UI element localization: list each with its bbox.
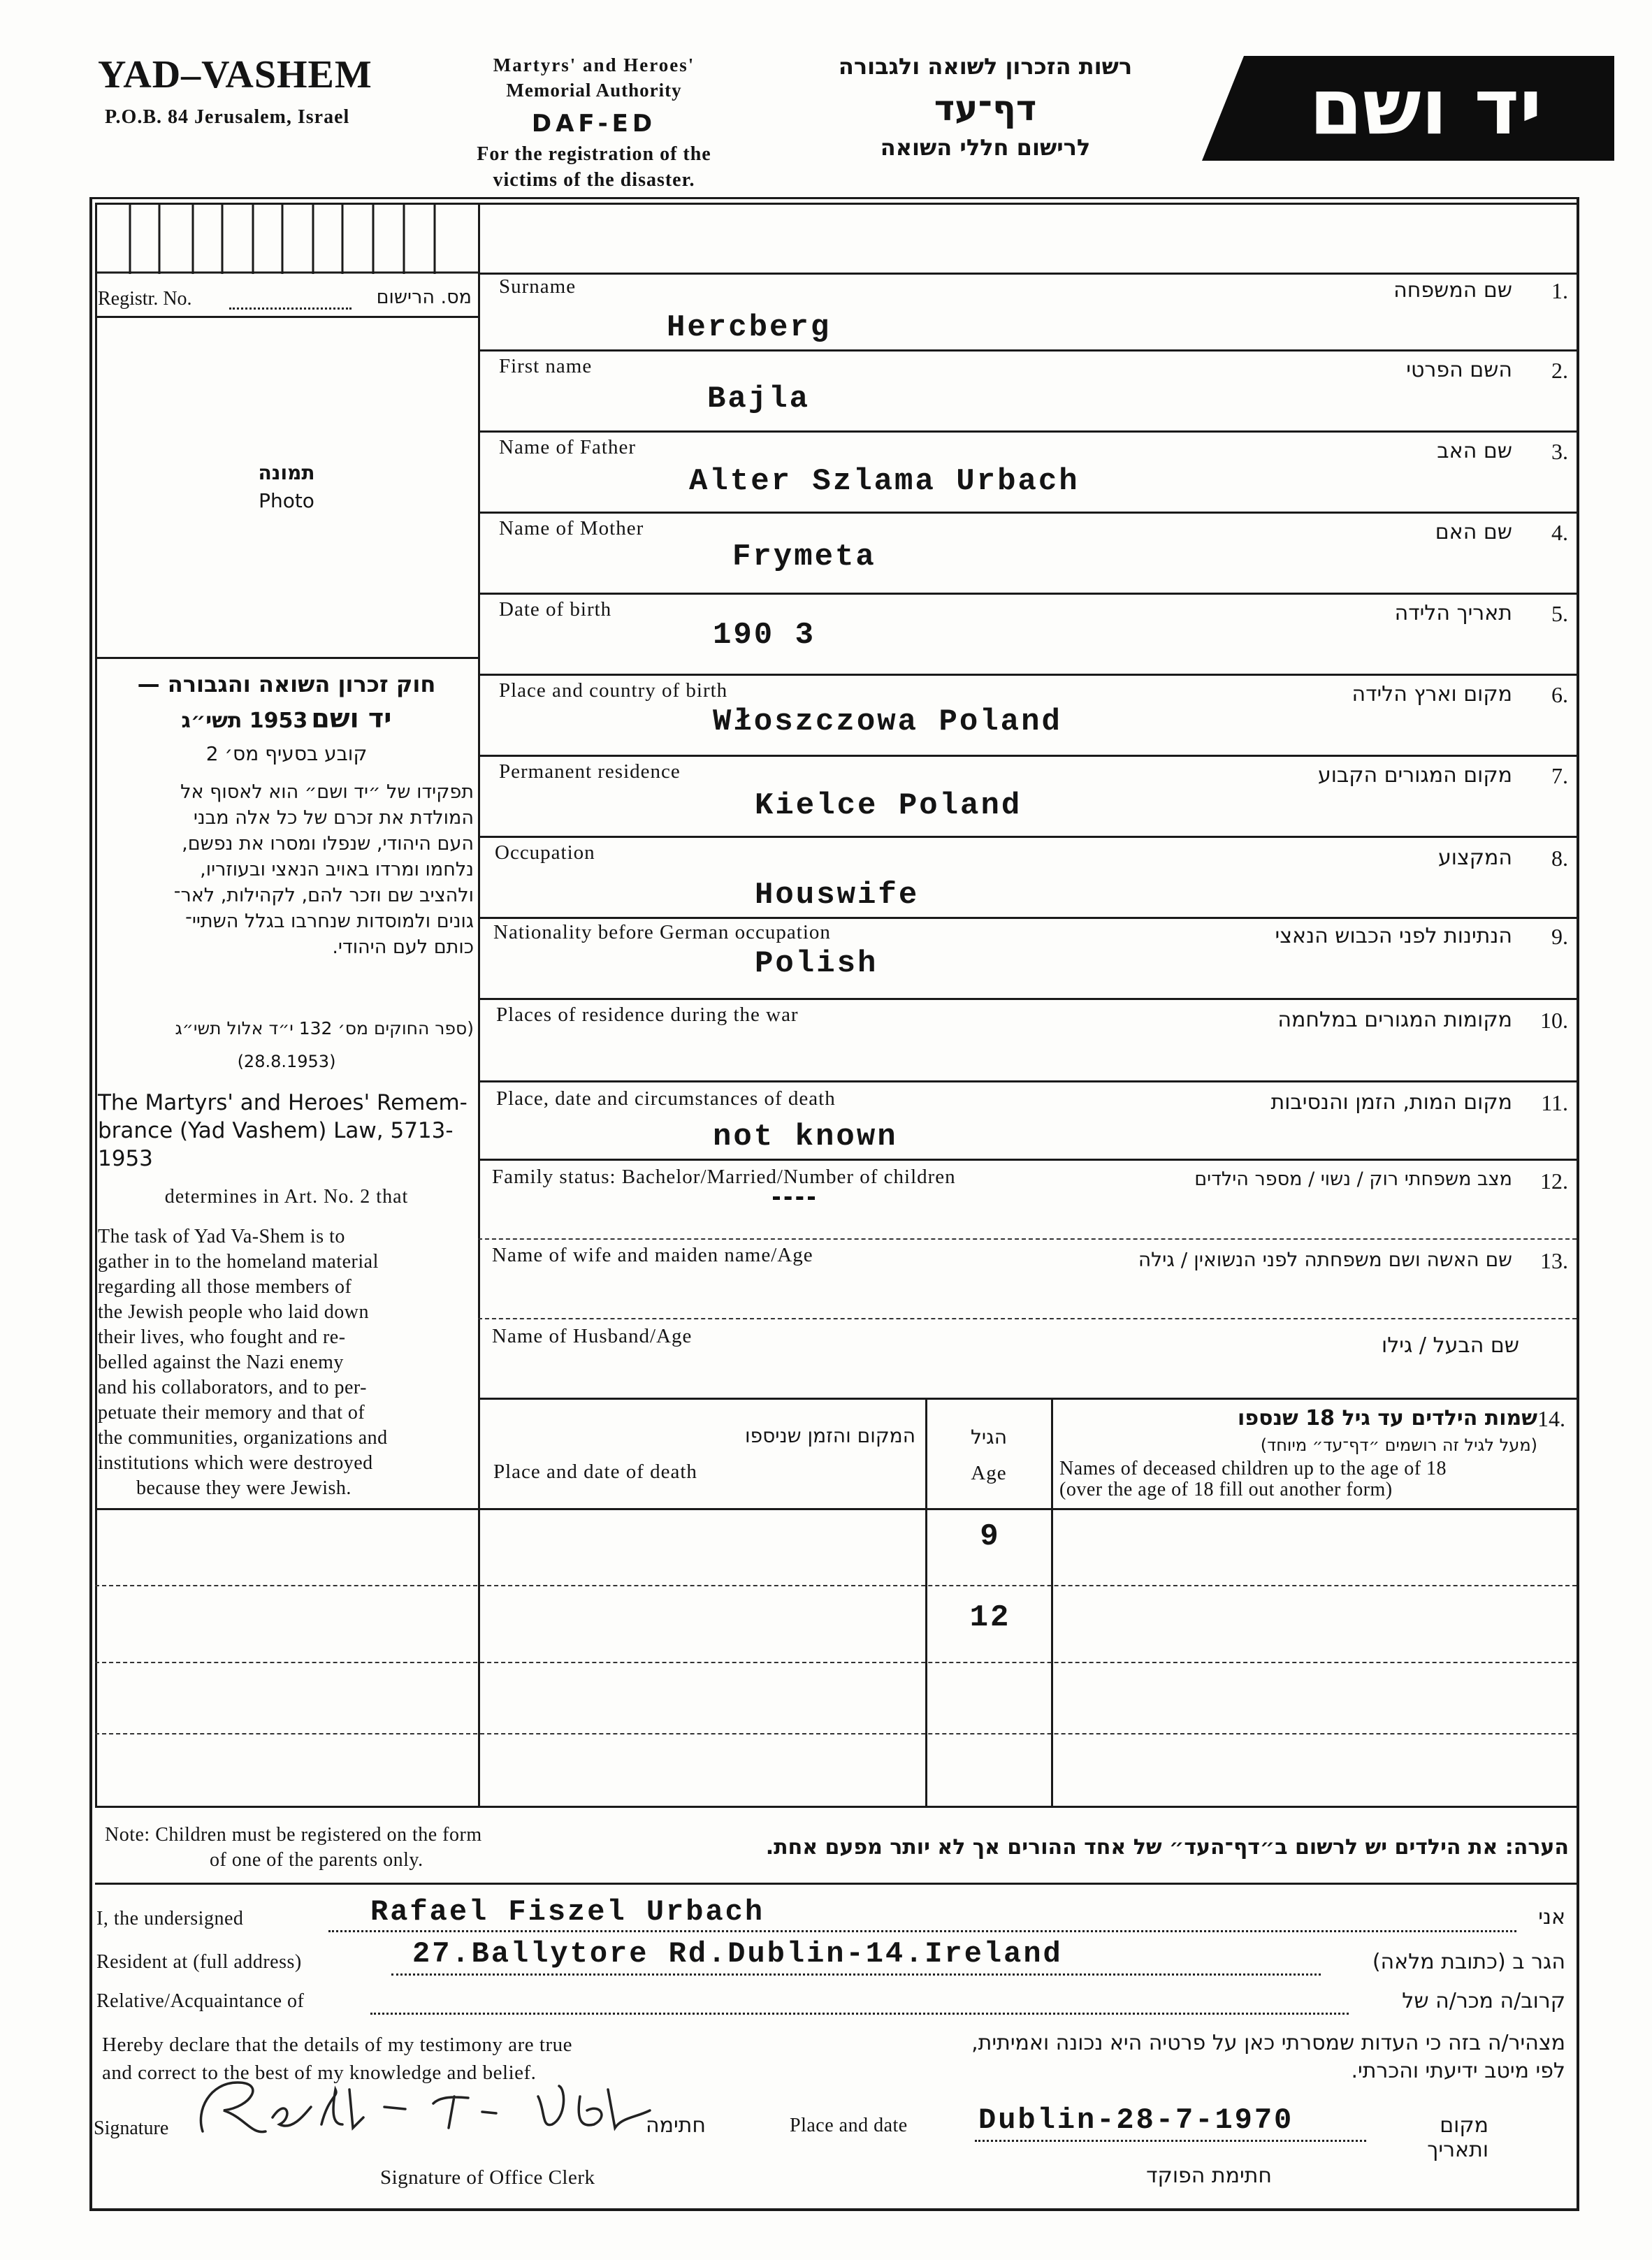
law-en-line: and his collaborators, and to per- xyxy=(98,1377,367,1398)
law-en-line: gather in to the homeland material xyxy=(98,1251,379,1273)
children-number: 14. xyxy=(1537,1406,1565,1431)
field-value[interactable]: Frymeta xyxy=(732,539,876,574)
field-label: Place and country of birth xyxy=(499,679,728,702)
married-underline-mark xyxy=(773,1196,815,1200)
children-age-heb: הגיל xyxy=(970,1426,1007,1449)
field-label: Places of residence during the war xyxy=(496,1004,799,1026)
law-en-title-line: brance (Yad Vashem) Law, 5713- xyxy=(98,1118,454,1143)
field-surname xyxy=(479,274,1575,349)
field-heb-label: מקום המות, הזמן והנסיבות xyxy=(1270,1090,1512,1115)
signature-heb: חתימה xyxy=(645,2113,706,2138)
law-en-line: belled against the Nazi enemy xyxy=(98,1352,344,1373)
law-en-title xyxy=(98,1089,475,1173)
law-en-line: the Jewish people who laid down xyxy=(98,1301,369,1323)
field-heb-label: תאריך הלידה xyxy=(1394,601,1512,625)
field-number: 5. xyxy=(1551,601,1568,626)
form-name: DAF-ED xyxy=(531,110,657,138)
field-number: 1. xyxy=(1551,278,1568,303)
law-heb-line: כותם לעם היהודי. xyxy=(332,936,474,958)
law-date: (28.8.1953) xyxy=(237,1052,336,1071)
note-en-line2: of one of the parents only. xyxy=(210,1849,423,1871)
field-label: Name of Mother xyxy=(499,517,644,539)
field-value[interactable]: Alter Szlama Urbach xyxy=(689,464,1080,499)
field-label: Occupation xyxy=(495,841,595,864)
law-heb-source: (ספר החוקים מס׳ 132 י״ד אלול תשי״ג xyxy=(175,1018,474,1038)
field-heb-label: שם האב xyxy=(1437,439,1512,463)
org-address: P.O.B. 84 Jerusalem, Israel xyxy=(105,106,350,128)
heb-purpose: לרישום חללי השואה xyxy=(880,134,1091,161)
field-number: 3. xyxy=(1551,439,1568,464)
field-family-status xyxy=(479,1160,1575,1238)
relative-heb: קרוב/ה מכר/ה של xyxy=(1402,1989,1565,2013)
children-age-label: Age xyxy=(971,1462,1007,1484)
children-place-heb: המקום והזמן שניספו xyxy=(744,1424,915,1447)
law-en-line: regarding all those members of xyxy=(98,1276,352,1298)
field-occupation xyxy=(479,837,1575,917)
field-heb-label: מקום המגורים הקבוע xyxy=(1317,763,1512,788)
resident-value[interactable]: 27.Ballytore Rd.Dublin-14.Ireland xyxy=(412,1937,1063,1971)
law-en-article: determines in Art. No. 2 that xyxy=(164,1186,409,1208)
photo-heb: תמונה xyxy=(258,461,315,484)
law-en-line: the communities, organizations and xyxy=(98,1427,388,1449)
field-value[interactable]: Polish xyxy=(755,946,878,981)
field-label: Date of birth xyxy=(499,598,612,621)
signature-label: Signature xyxy=(94,2117,169,2139)
field-number: 4. xyxy=(1551,520,1568,545)
field-value[interactable]: not known xyxy=(713,1120,898,1154)
heb-form-name: דף־עד xyxy=(934,88,1037,129)
field-label: Name of wife and maiden name/Age xyxy=(492,1244,813,1266)
field-value[interactable]: Kielce Poland xyxy=(755,788,1022,823)
field-permanent-residence xyxy=(479,756,1575,836)
field-label: Name of Husband/Age xyxy=(492,1325,693,1347)
field-date-of-birth xyxy=(479,594,1575,674)
signature-scribble[interactable] xyxy=(189,2069,664,2145)
children-note-en: (over the age of 18 fill out another form) xyxy=(1059,1479,1393,1500)
field-label: Surname xyxy=(499,275,577,298)
field-heb-label: מקום וארץ הלידה xyxy=(1352,682,1512,707)
place-date-value[interactable]: Dublin-28-7-1970 xyxy=(978,2103,1294,2137)
authority-line1: Martyrs' and Heroes' xyxy=(493,55,695,75)
child-row xyxy=(95,1586,1577,1660)
children-title-en: Names of deceased children up to the age of 18 xyxy=(1059,1458,1447,1479)
child-age[interactable]: 12 xyxy=(969,1600,1011,1635)
undersigned-label: I, the undersigned xyxy=(96,1908,244,1929)
note-en-line1: Note: Children must be registered on the form xyxy=(105,1824,482,1846)
field-label: Place, date and circumstances of death xyxy=(496,1087,836,1110)
field-label: Name of Father xyxy=(499,436,636,458)
field-wife-name xyxy=(479,1240,1575,1318)
note-heb: הערה: את הילדים יש לרשום ב״דף־העד״ של אחד ההורים אך לא יותר מפעם אחת. xyxy=(765,1835,1569,1860)
law-heb-name-line xyxy=(99,703,474,734)
children-title-heb: שמות הילדים עד גיל 18 שנספו xyxy=(1238,1406,1537,1430)
children-note-heb: (מעל לגיל זה רושמים ״דף־עד״ מיוחד) xyxy=(1260,1435,1537,1455)
field-number: 7. xyxy=(1551,763,1568,788)
field-number: 2. xyxy=(1551,358,1568,383)
children-place-label: Place and date of death xyxy=(493,1461,697,1483)
declare-line2: and correct to the best of my knowledge and belief. xyxy=(102,2062,537,2084)
field-label: Family status: Bachelor/Married/Number of children xyxy=(492,1166,956,1188)
law-heb-title: חוק זכרון השואה והגבורה — xyxy=(137,671,436,697)
field-label: Permanent residence xyxy=(499,760,681,783)
declare-heb1: מצהיר/ה בזה כי העדות שמסרתי כאן על פרטיה היא נכונה ואמיתית, xyxy=(971,2031,1565,2055)
undersigned-value[interactable]: Rafael Fiszel Urbach xyxy=(370,1895,765,1929)
field-label: First name xyxy=(499,355,593,377)
law-en-title-line: 1953 xyxy=(98,1146,153,1171)
law-heb-line: נלחמו ומרדו באויב הנאצי ובעוזריו, xyxy=(200,859,474,881)
field-number: 9. xyxy=(1551,924,1568,949)
field-value[interactable]: Włoszczowa Poland xyxy=(713,704,1062,739)
heb-authority: רשות הזכרון לשואה ולגבורה xyxy=(838,53,1133,80)
law-en-line: their lives, who fought and re- xyxy=(98,1326,346,1348)
field-heb-label: שם האשה ושם משפחתה לפני הנשואין / גילה xyxy=(1138,1248,1512,1271)
purpose-line2: victims of the disaster. xyxy=(493,169,695,191)
law-en-line: because they were Jewish. xyxy=(136,1477,352,1499)
child-age[interactable]: 9 xyxy=(980,1519,1001,1554)
law-en-line: institutions which were destroyed xyxy=(98,1452,373,1474)
law-heb-name: יד ושם xyxy=(311,703,392,734)
law-heb-line: העם היהודי, שנפלו ומסרו את נפשם, xyxy=(182,833,474,855)
law-heb-year: 1953 תשי״ג xyxy=(181,709,308,733)
field-heb-label: מקומות המגורים במלחמה xyxy=(1277,1008,1512,1032)
field-nationality xyxy=(479,918,1575,998)
declare-heb2: לפי מיטב ידיעתי והכרתי. xyxy=(1351,2059,1565,2083)
field-death-circumstances xyxy=(479,1082,1575,1159)
field-wartime-residence xyxy=(479,999,1575,1080)
field-heb-label: המקצוע xyxy=(1437,846,1512,870)
resident-label: Resident at (full address) xyxy=(96,1951,302,1973)
yad-vashem-logo xyxy=(1202,56,1614,161)
field-number: 6. xyxy=(1551,682,1568,707)
field-first-name xyxy=(479,351,1575,430)
field-value[interactable]: Bajla xyxy=(707,382,811,416)
field-number: 11. xyxy=(1541,1090,1568,1115)
field-mother xyxy=(479,513,1575,593)
law-en-line: The task of Yad Va-Shem is to xyxy=(98,1226,345,1247)
field-heb-label: שם הבעל / גילו xyxy=(1382,1333,1519,1358)
relative-label: Relative/Acquaintance of xyxy=(96,1990,305,2012)
child-row xyxy=(95,1509,1577,1584)
law-heb-text xyxy=(99,779,474,960)
registr-boxes xyxy=(95,203,479,274)
clerk-label: Signature of Office Clerk xyxy=(380,2166,595,2189)
field-heb-label: שם המשפחה xyxy=(1393,278,1512,303)
law-heb-line: תפקידו של ״יד ושם״ הוא לאסוף אל xyxy=(180,781,474,803)
law-heb-line: המולדת את זכרם של כל אלה מבני xyxy=(193,807,474,829)
place-date-heb: מקום ותאריך xyxy=(1427,2113,1488,2162)
declare-line1: Hereby declare that the details of my testimony are true xyxy=(102,2034,572,2056)
clerk-heb: חתימת הפוקד xyxy=(1146,2164,1272,2188)
purpose-line1: For the registration of the xyxy=(477,143,711,165)
place-date-label: Place and date xyxy=(790,2115,908,2136)
field-heb-label: מצב משפחתי רוק / נשוי / מספר הילדים xyxy=(1194,1168,1512,1190)
law-heb-article: קובע בסעיף מס׳ 2 xyxy=(205,742,368,765)
field-value[interactable]: Houswife xyxy=(755,878,920,913)
law-en-title-line: The Martyrs' and Heroes' Remem- xyxy=(98,1090,468,1115)
photo-label: Photo xyxy=(259,489,314,512)
field-father xyxy=(479,432,1575,512)
law-heb-line: ולהציב שם וזכר להם, לקהילות, לאר־ xyxy=(173,885,474,906)
field-husband-name xyxy=(479,1319,1575,1398)
field-place-of-birth xyxy=(479,675,1575,755)
law-heb-line: גונים ולמוסדות שנחרבו בגלל השתיי־ xyxy=(185,911,474,932)
field-heb-label: השם הפרטי xyxy=(1406,358,1512,382)
authority-line2: Memorial Authority xyxy=(506,80,682,101)
field-value[interactable]: Hercberg xyxy=(667,310,832,345)
undersigned-heb: אני xyxy=(1538,1905,1565,1929)
org-name: YAD–VASHEM xyxy=(98,53,372,96)
resident-heb: הגר ב (כתובת מלאה) xyxy=(1372,1950,1565,1974)
logo-text: יד ושם xyxy=(1309,62,1542,152)
field-number: 13. xyxy=(1540,1248,1568,1273)
field-heb-label: הנתינות לפני הכבוש הנאצי xyxy=(1275,924,1512,948)
field-number: 12. xyxy=(1540,1168,1568,1194)
field-value[interactable]: 190 3 xyxy=(713,618,816,653)
registr-heb: מס. הרישום xyxy=(376,287,472,308)
field-number: 8. xyxy=(1551,846,1568,871)
registr-label: Registr. No. xyxy=(98,288,192,310)
law-en-text xyxy=(98,1224,475,1501)
field-label: Nationality before German occupation xyxy=(493,921,831,943)
law-en-line: petuate their memory and that of xyxy=(98,1402,365,1424)
field-heb-label: שם האם xyxy=(1435,520,1512,544)
field-number: 10. xyxy=(1540,1008,1568,1033)
